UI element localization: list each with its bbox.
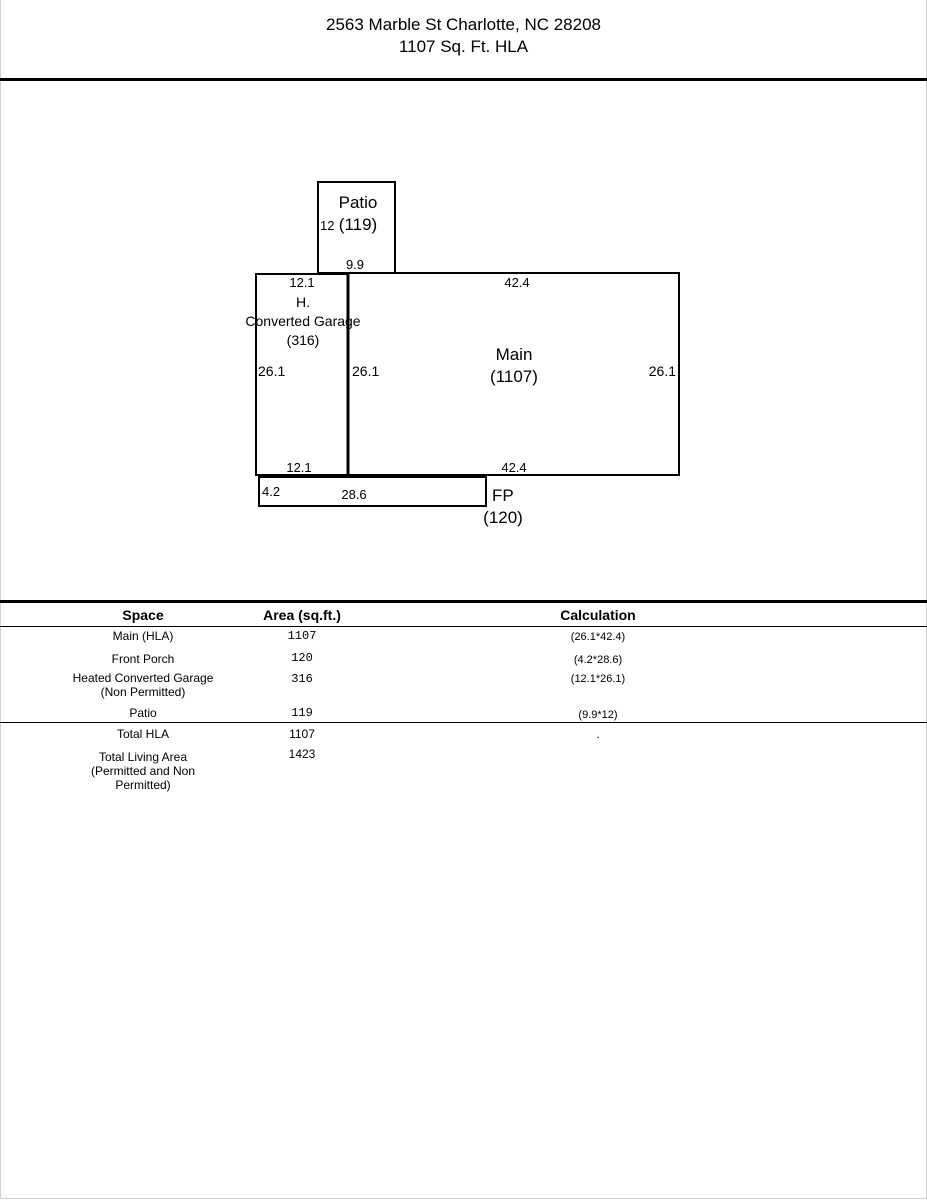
header-space: Space — [122, 607, 164, 623]
row-calculation: (4.2*28.6) — [573, 654, 623, 666]
address-title: 2563 Marble St Charlotte, NC 28208 — [326, 15, 601, 34]
porch-bottom-dim: 28.6 — [341, 487, 367, 502]
garage-bottom-dim: 12.1 — [286, 460, 312, 475]
hla-summary: 1107 Sq. Ft. HLA — [398, 37, 529, 56]
row-space: Patio — [129, 706, 157, 720]
porch-side-dim: 4.2 — [262, 484, 281, 499]
garage-right-dim: 26.1 — [352, 363, 380, 379]
row-space: Heated Converted Garage (Non Permitted) — [72, 671, 214, 699]
row-area: 1107 — [287, 629, 317, 643]
porch-area: (120) — [483, 508, 523, 527]
total-calculation: . — [596, 729, 600, 741]
garage-left-dim: 26.1 — [258, 363, 286, 379]
porch-outline — [259, 477, 486, 506]
garage-label-line1: H. — [296, 294, 310, 310]
main-bottom-dim: 42.4 — [501, 460, 527, 475]
total-space: Total Living Area (Permitted and Non Permitted) — [90, 750, 196, 792]
total-area: 1423 — [288, 747, 316, 761]
table-top-rule — [0, 600, 927, 603]
row-area: 119 — [291, 706, 313, 720]
row-calculation: (9.9*12) — [578, 709, 618, 721]
row-area: 316 — [291, 672, 313, 686]
row-calculation: (26.1*42.4) — [570, 631, 626, 643]
patio-area: (119) — [338, 215, 378, 234]
main-right-dim: 26.1 — [648, 363, 676, 379]
patio-bottom-dim: 9.9 — [345, 257, 365, 272]
row-calculation: (12.1*26.1) — [570, 673, 626, 685]
total-area: 1107 — [289, 727, 315, 741]
header-calculation: Calculation — [560, 607, 636, 623]
main-top-dim: 42.4 — [504, 275, 530, 290]
header-rule — [0, 626, 927, 627]
porch-name: FP — [492, 486, 514, 505]
patio-side-dim: 12 — [320, 218, 335, 233]
garage-top-dim: 12.1 — [289, 275, 315, 290]
garage-area: (316) — [286, 332, 320, 348]
row-space: Front Porch — [111, 652, 175, 666]
totals-rule — [0, 722, 927, 723]
row-space: Main (HLA) — [112, 629, 174, 643]
row-area: 120 — [291, 651, 313, 665]
main-name: Main — [495, 345, 533, 364]
patio-name: Patio — [338, 193, 378, 212]
total-space: Total HLA — [116, 727, 170, 741]
garage-label-line2: Converted Garage — [245, 313, 361, 329]
header-area: Area (sq.ft.) — [263, 607, 341, 623]
main-area: (1107) — [490, 367, 538, 386]
